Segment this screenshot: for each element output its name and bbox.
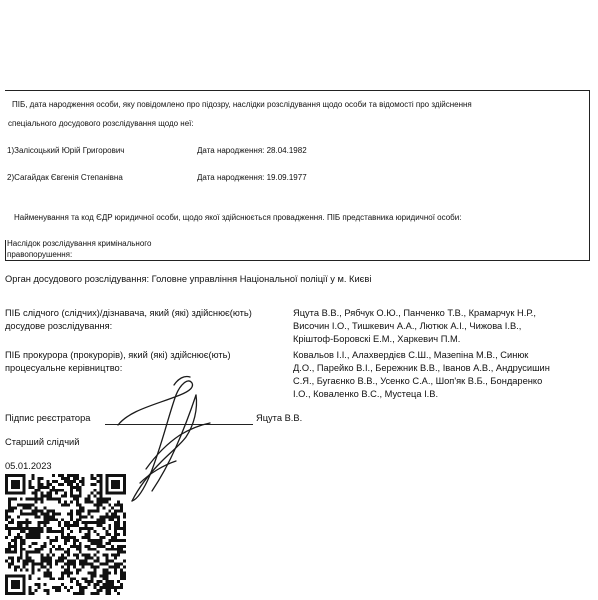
person-1-dob: Дата народження: 28.04.1982 bbox=[197, 146, 307, 155]
registrar-signature-label: Підпис реєстратора bbox=[5, 413, 91, 423]
prosecutors-names-line-2: Д.О., Парейко В.І., Бережник В.В., Іванов А.В., Андрусишин bbox=[293, 363, 550, 373]
legal-entity-label: Найменування та код ЄДР юридичної особи, щодо якої здійснюється провадження. ПІБ представника юридичної особи: bbox=[14, 213, 462, 222]
registrar-position: Старший слідчий bbox=[5, 437, 80, 447]
consequence-label-line-1: Наслідок розслідування кримінального bbox=[7, 239, 152, 248]
investigators-names-line-2: Височин І.О., Тишкевич А.А., Лютюк А.І., Чижова І.В., bbox=[293, 321, 522, 331]
prosecutors-names-line-4: І.О., Коваленко В.С., Мустеца І.В. bbox=[293, 389, 439, 399]
person-2-name: 2)Сагайдак Євгенія Степанівна bbox=[7, 173, 123, 182]
box-bottom-border bbox=[5, 260, 590, 261]
investigators-names-line-3: Кріштоф-Боровскі Е.М., Харкевич П.М. bbox=[293, 334, 461, 344]
person-1-name: 1)Заліcоцький Юрій Григорович bbox=[7, 146, 125, 155]
intro-line-1: ПІБ, дата народження особи, яку повідомлено про підозру, наслідки розслідування щодо особи та відомості про здійснення bbox=[12, 100, 472, 109]
registrar-name: Яцута В.В. bbox=[256, 413, 303, 423]
prosecutors-names-line-1: Ковальов І.І., Алахвердієв С.Ш., Мазепіна М.В., Синюк bbox=[293, 350, 529, 360]
qr-code bbox=[5, 474, 126, 595]
intro-line-2: спеціального досудового розслідування щодо неї: bbox=[8, 119, 194, 128]
investigating-agency: Орган досудового розслідування: Головне управління Національної поліції у м. Києві bbox=[5, 274, 372, 284]
box-left-border bbox=[5, 240, 6, 260]
prosecutors-label-line-2: процесуальне керівництво: bbox=[5, 363, 123, 373]
prosecutors-label-line-1: ПІБ прокурора (прокурорів), який (які) здійснює(ють) bbox=[5, 350, 231, 360]
prosecutors-names-line-3: С.Я., Бугаєнко В.В., Усенко С.А., Шоп'як В.Б., Бондаренко bbox=[293, 376, 543, 386]
consequence-label-line-2: правопорушення: bbox=[7, 250, 73, 259]
investigators-names-line-1: Яцута В.В., Рябчук О.Ю., Панченко Т.В., Крамарчук Н.Р., bbox=[293, 308, 536, 318]
document-date: 05.01.2023 bbox=[5, 461, 52, 471]
handwritten-signature bbox=[110, 365, 220, 505]
investigators-label-line-2: досудове розслідування: bbox=[5, 321, 113, 331]
investigators-label-line-1: ПІБ слідчого (слідчих)/дізнавача, який (які) здійснює(ють) bbox=[5, 308, 252, 318]
person-2-dob: Дата народження: 19.09.1977 bbox=[197, 173, 307, 182]
